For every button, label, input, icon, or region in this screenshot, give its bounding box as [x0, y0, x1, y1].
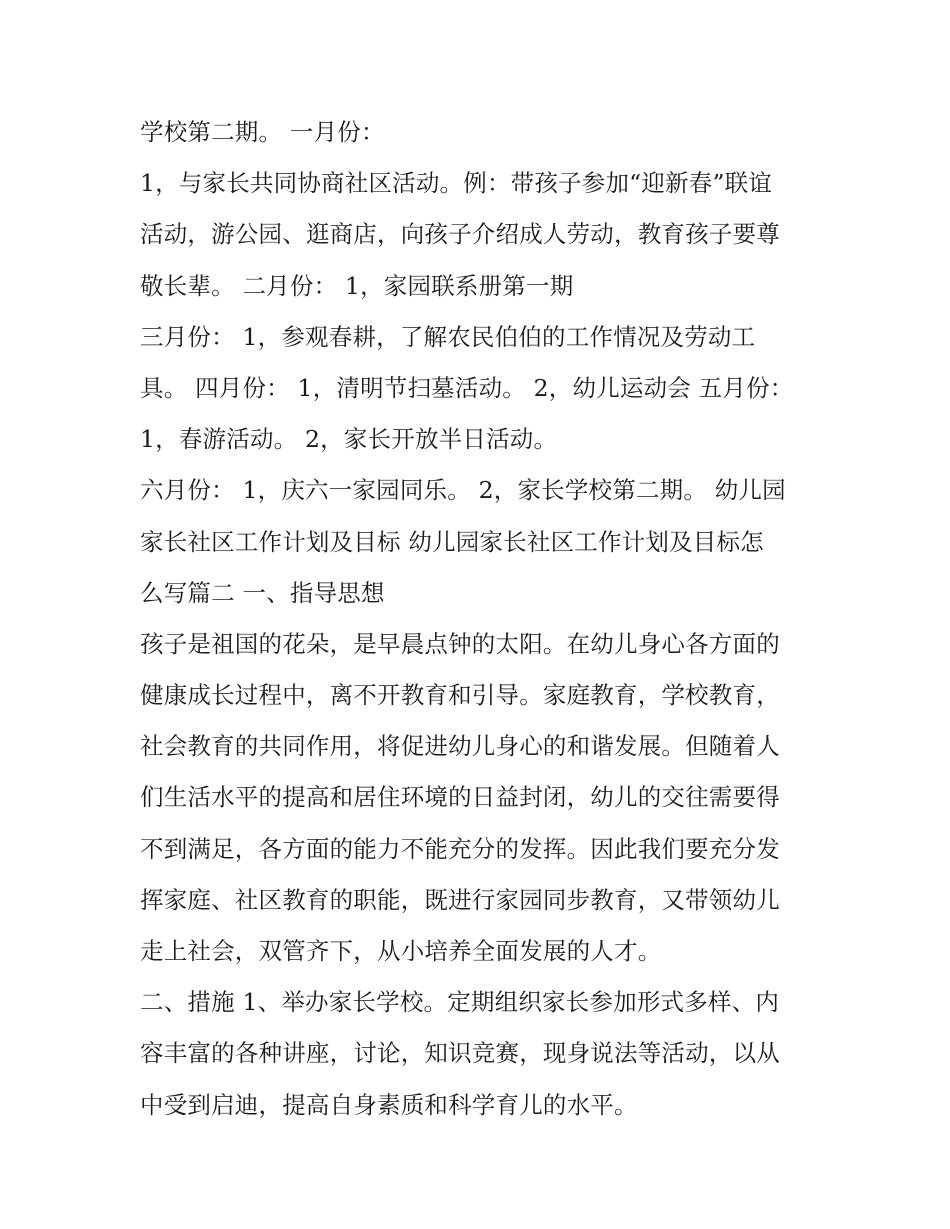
- text-line: 具。 四月份： 1，清明节扫墓活动。 2，幼儿运动会 五月份：: [140, 373, 794, 402]
- text-line: 1，与家长共同协商社区活动。例：带孩子参加“迎新春”联谊: [140, 169, 773, 198]
- text-line: 社会教育的共同作用，将促进幼儿身心的和谐发展。但随着人: [140, 732, 780, 761]
- text-line: 活动，游公园、逛商店，向孩子介绍成人劳动，教育孩子要尊: [140, 220, 780, 249]
- document-body: [140, 107, 820, 1131]
- text-line: 们生活水平的提高和居住环境的日益封闭，幼儿的交往需要得: [140, 783, 780, 812]
- text-line: 敬长辈。 二月份： 1，家园联系册第一期: [140, 271, 574, 300]
- text-line: 1，春游活动。 2，家长开放半日活动。: [140, 425, 558, 454]
- text-line: 学校第二期。 一月份：: [140, 118, 385, 146]
- text-line: 家长社区工作计划及目标 幼儿园家长社区工作计划及目标怎: [140, 527, 764, 556]
- text-line: 六月份： 1，庆六一家园同乐。 2，家长学校第二期。 幼儿园: [140, 476, 786, 505]
- text-line: 走上社会，双管齐下，从小培养全面发展的人才。: [140, 937, 662, 965]
- text-line: 健康成长过程中，离不开教育和引导。家庭教育，学校教育，: [140, 681, 780, 710]
- text-line: 二、措施 1、举办家长学校。定期组织家长参加形式多样、内: [140, 988, 780, 1017]
- text-line: 孩子是祖国的花朵，是早晨点钟的太阳。在幼儿身心各方面的: [140, 629, 780, 658]
- text-line: 么写篇二 一、指导思想: [140, 578, 385, 607]
- text-line: 三月份： 1，参观春耕，了解农民伯伯的工作情况及劳动工: [140, 322, 756, 351]
- text-line: 挥家庭、社区教育的职能，既进行家园同步教育，又带领幼儿: [140, 885, 780, 914]
- text-line: 容丰富的各种讲座，讨论，知识竞赛，现身说法等活动，以从: [140, 1039, 780, 1068]
- text-line: 不到满足，各方面的能力不能充分的发挥。因此我们要充分发: [140, 834, 780, 863]
- text-line: 中受到启迪，提高自身素质和科学育儿的水平。: [140, 1090, 638, 1119]
